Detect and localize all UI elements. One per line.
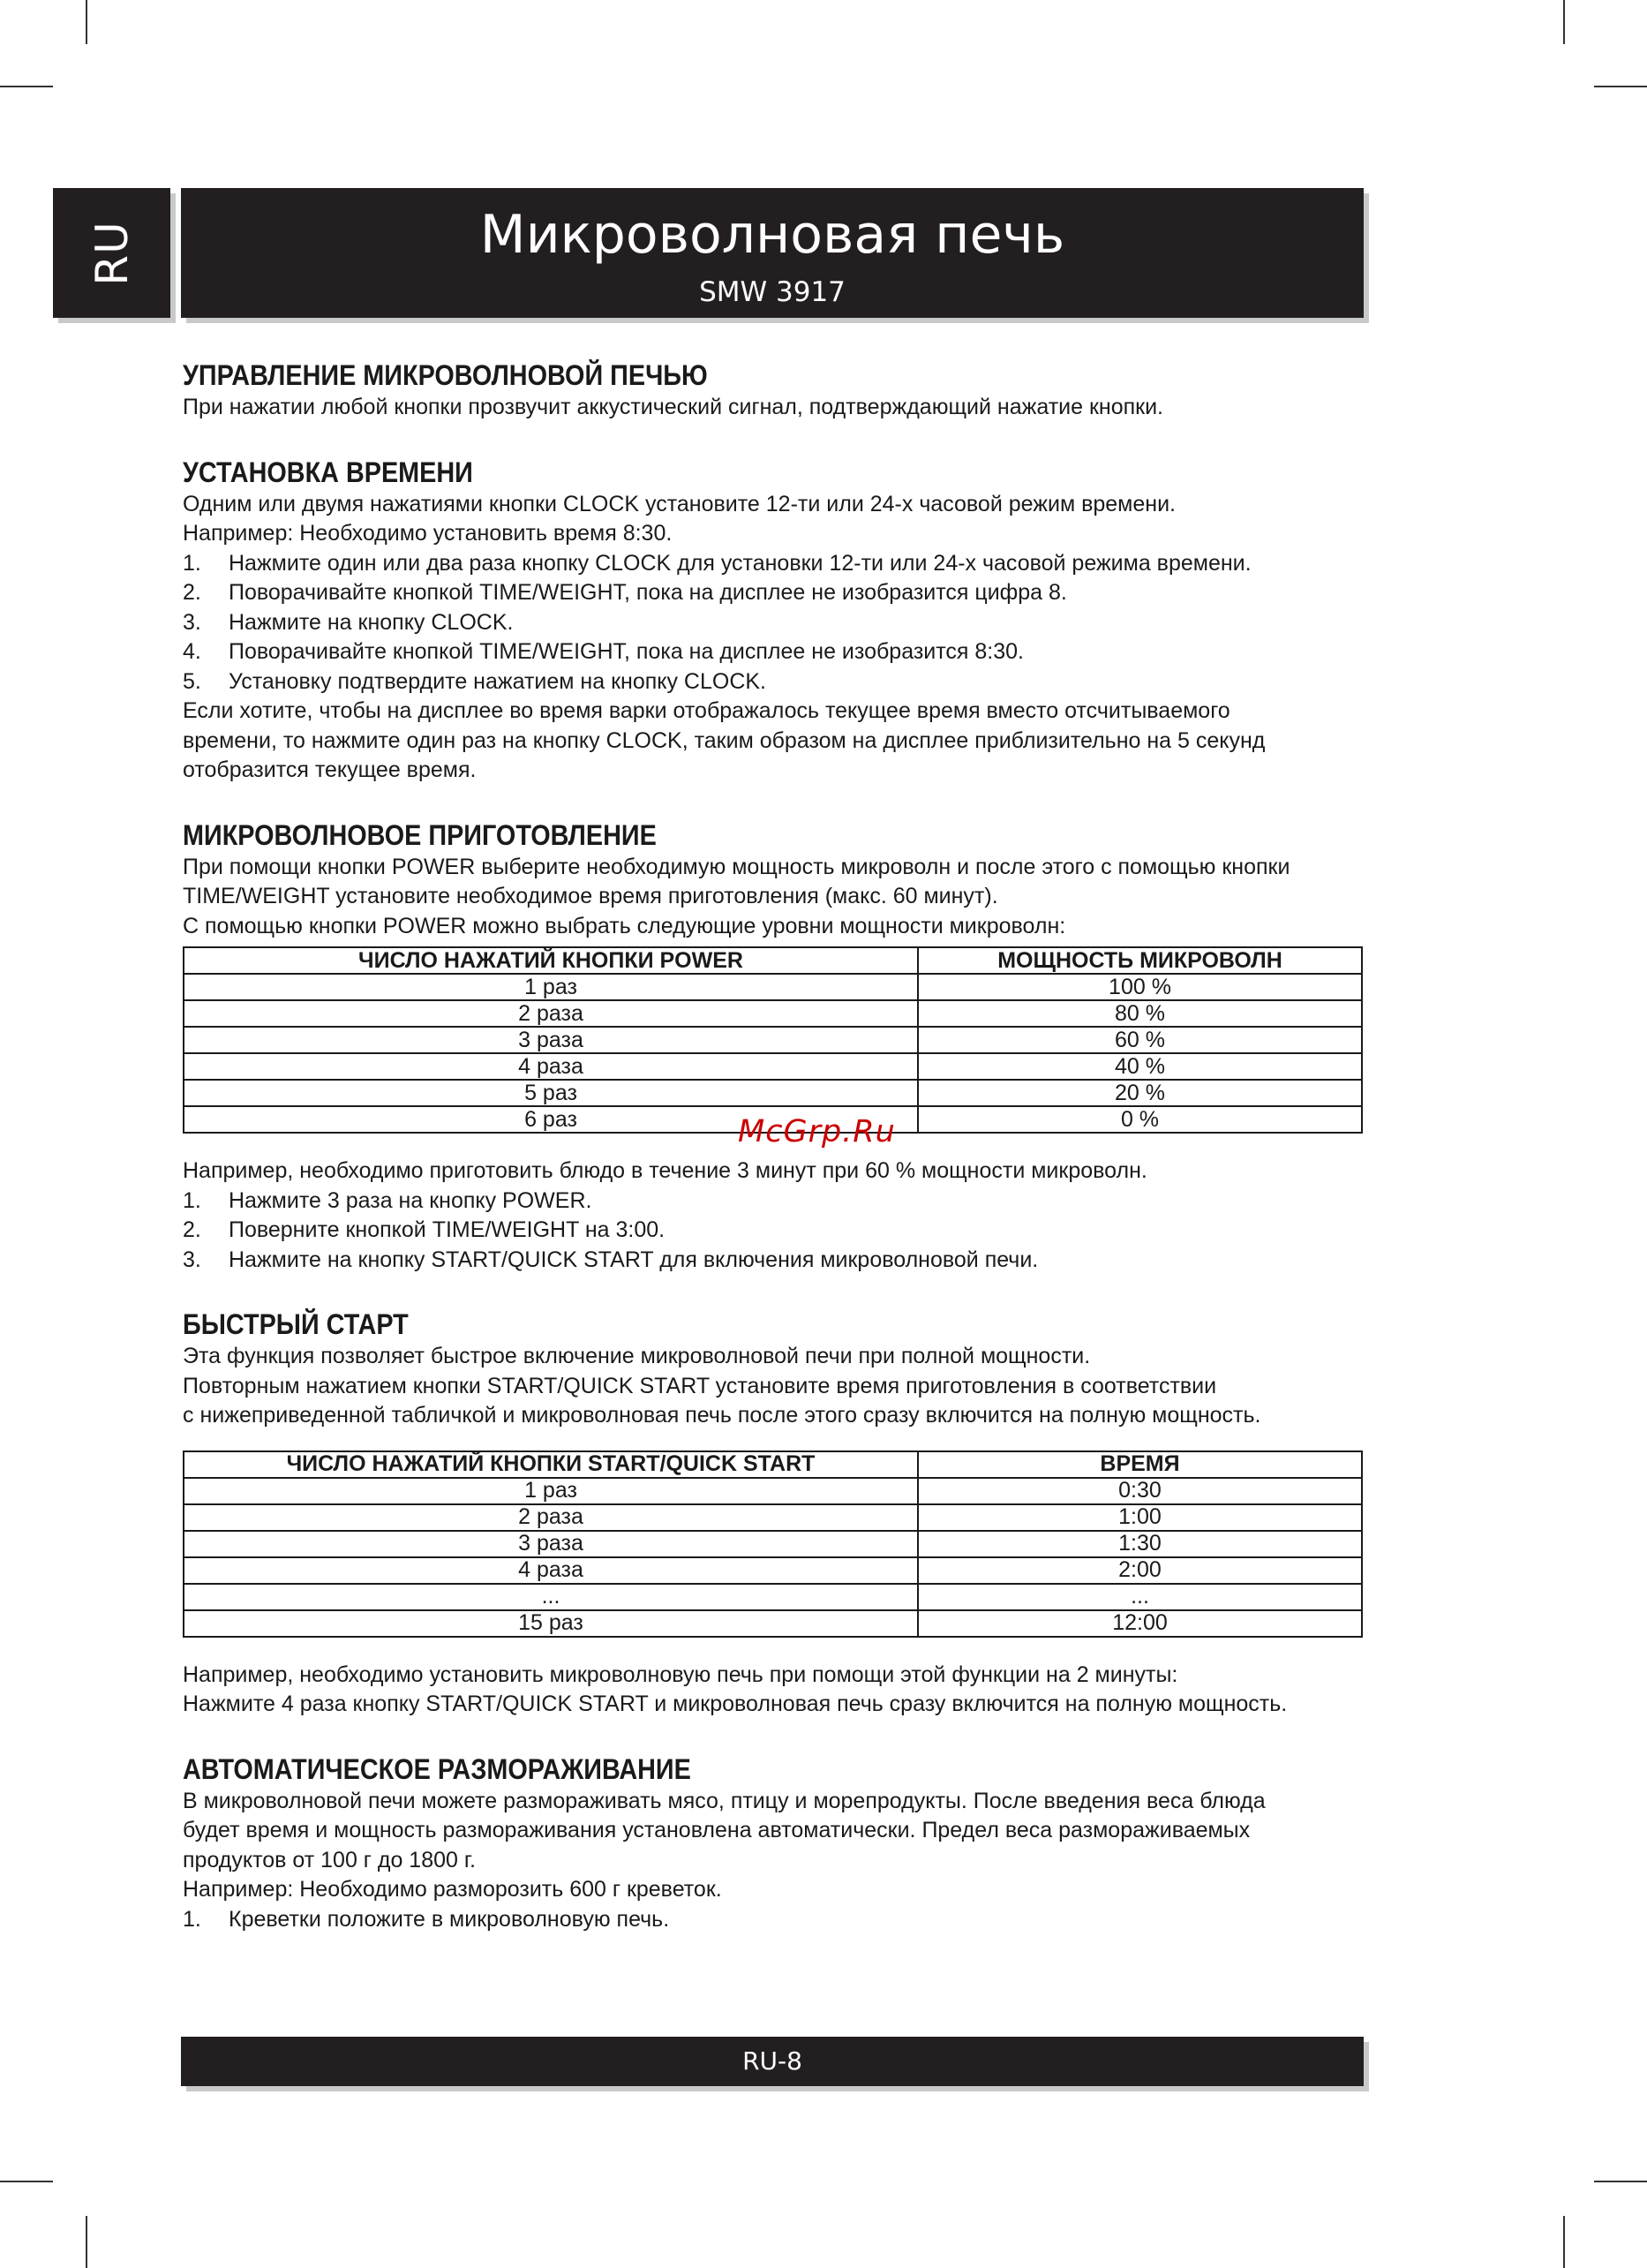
- paragraph-line: При нажатии любой кнопки прозвучит аккустический сигнал, подтверждающий нажатие кнопки.: [183, 395, 1163, 419]
- crop-mark: [86, 2216, 87, 2268]
- watermark: McGrp.Ru: [738, 1114, 896, 1149]
- list-item: 2. Поверните кнопкой TIME/WEIGHT на 3:00.: [183, 1217, 666, 1242]
- section-heading-control: УПРАВЛЕНИЕ МИКРОВОЛНОВОЙ ПЕЧЬЮ: [183, 359, 708, 391]
- crop-mark: [0, 2181, 53, 2182]
- quick-start-table: [183, 1450, 1363, 1638]
- table-row: 1 раз 0:30: [184, 1478, 1362, 1504]
- table-header: ЧИСЛО НАЖАТИЙ КНОПКИ START/QUICK START: [184, 1451, 918, 1478]
- table-row: 2 раза 80 %: [184, 1000, 1362, 1027]
- table-row: 3 раза 60 %: [184, 1027, 1362, 1053]
- power-table: [183, 946, 1363, 1134]
- footer-page-number: RU-8: [181, 2037, 1364, 2086]
- paragraph-line: отобразится текущее время.: [183, 757, 477, 782]
- list-item: 5. Установку подтвердите нажатием на кнопку CLOCK.: [183, 668, 766, 694]
- paragraph-line: Например: Необходимо разморозить 600 г креветок.: [183, 1877, 722, 1902]
- list-item: 1. Нажмите один или два раза кнопку CLOCK для установки 12-ти или 24-х часовой режима времени.: [183, 550, 1252, 576]
- table-row: 4 раза 40 %: [184, 1053, 1362, 1080]
- list-item: 1. Креветки положите в микроволновую печь.: [183, 1906, 670, 1932]
- paragraph-line: Например: Необходимо установить время 8:30.: [183, 521, 673, 546]
- table-row: 15 раз 12:00: [184, 1610, 1362, 1637]
- paragraph-line: будет время и мощность размораживания установлена автоматически. Предел веса размораживаемых: [183, 1818, 1251, 1842]
- table-row: ... ...: [184, 1584, 1362, 1610]
- table-header-row: [184, 1451, 1362, 1478]
- crop-mark: [86, 0, 87, 44]
- section-heading-time: УСТАНОВКА ВРЕМЕНИ: [183, 456, 473, 488]
- list-item: 4. Поворачивайте кнопкой TIME/WEIGHT, пока на дисплее не изобразится 8:30.: [183, 639, 1025, 664]
- section-heading-microwave: МИКРОВОЛНОВОЕ ПРИГОТОВЛЕНИЕ: [183, 818, 657, 851]
- table-row: 6 раз 0 %: [184, 1106, 1362, 1133]
- crop-mark: [1563, 0, 1565, 44]
- table-row: 5 раз 20 %: [184, 1080, 1362, 1106]
- paragraph-line: Эта функция позволяет быстрое включение микроволновой печи при полной мощности.: [183, 1344, 1091, 1368]
- section-heading-defrost: АВТОМАТИЧЕСКОЕ РАЗМОРАЖИВАНИЕ: [183, 1752, 691, 1785]
- section-heading-quick-start: БЫСТРЫЙ СТАРТ: [183, 1308, 409, 1340]
- paragraph-line: Например, необходимо установить микроволновую печь при помощи этой функции на 2 минуты:: [183, 1661, 1178, 1687]
- paragraph-line: времени, то нажмите один раз на кнопку CLOCK, таким образом на дисплее приблизительно на 5 секунд: [183, 727, 1266, 753]
- paragraph-line: TIME/WEIGHT установите необходимое время приготовления (макс. 60 минут).: [183, 884, 998, 908]
- paragraph-line: Если хотите, чтобы на дисплее во время варки отображалось текущее время вместо отсчитываемого: [183, 698, 1230, 723]
- language-tab: [53, 188, 170, 318]
- paragraph-line: Одним или двумя нажатиями кнопки CLOCK установите 12-ти или 24-х часовой режим времени.: [183, 491, 1176, 516]
- table-header: ЧИСЛО НАЖАТИЙ КНОПКИ POWER: [184, 947, 918, 974]
- paragraph-line: продуктов от 100 г до 1800 г.: [183, 1847, 476, 1872]
- list-item: 3. Нажмите на кнопку START/QUICK START для включения микроволновой печи.: [183, 1247, 1039, 1272]
- header-banner: [181, 188, 1364, 318]
- paragraph-line: Например, необходимо приготовить блюдо в течение 3 минут при 60 % мощности микроволн.: [183, 1158, 1147, 1183]
- table-row: 4 раза 2:00: [184, 1557, 1362, 1584]
- table-header: ВРЕМЯ: [918, 1451, 1362, 1478]
- table-row: 2 раза 1:00: [184, 1504, 1362, 1531]
- list-item: 1. Нажмите 3 раза на кнопку POWER.: [183, 1187, 592, 1213]
- table-header: МОЩНОСТЬ МИКРОВОЛН: [918, 947, 1362, 974]
- paragraph-line: Нажмите 4 раза кнопку START/QUICK START и микроволновая печь сразу включится на полную мощность.: [183, 1692, 1288, 1716]
- paragraph-line: В микроволновой печи можете размораживать мясо, птицу и морепродукты. После введения веса блюда: [183, 1788, 1266, 1813]
- paragraph-line: С помощью кнопки POWER можно выбрать следующие уровни мощности микроволн:: [183, 913, 1066, 938]
- crop-mark: [1563, 2216, 1565, 2268]
- paragraph-line: При помощи кнопки POWER выберите необходимую мощность микроволн и после этого с помощью кнопки: [183, 854, 1290, 879]
- paragraph-line: Повторным нажатием кнопки START/QUICK START установите время приготовления в соответствии: [183, 1373, 1217, 1398]
- crop-mark: [1594, 86, 1647, 87]
- list-item: 2. Поворачивайте кнопкой TIME/WEIGHT, пока на дисплее не изобразится цифра 8.: [183, 580, 1067, 605]
- language-label: RU: [86, 220, 138, 286]
- table-row: 3 раза 1:30: [184, 1531, 1362, 1557]
- page-title: Микроволновая печь: [479, 204, 1065, 266]
- paragraph-line: с нижеприведенной табличкой и микроволновая печь после этого сразу включится на полную мощность.: [183, 1403, 1261, 1428]
- list-item: 3. Нажмите на кнопку CLOCK.: [183, 609, 514, 635]
- model-number: SMW 3917: [699, 276, 846, 308]
- table-header-row: [184, 947, 1362, 974]
- crop-mark: [1594, 2181, 1647, 2182]
- crop-mark: [0, 86, 53, 87]
- table-row: 1 раз 100 %: [184, 974, 1362, 1000]
